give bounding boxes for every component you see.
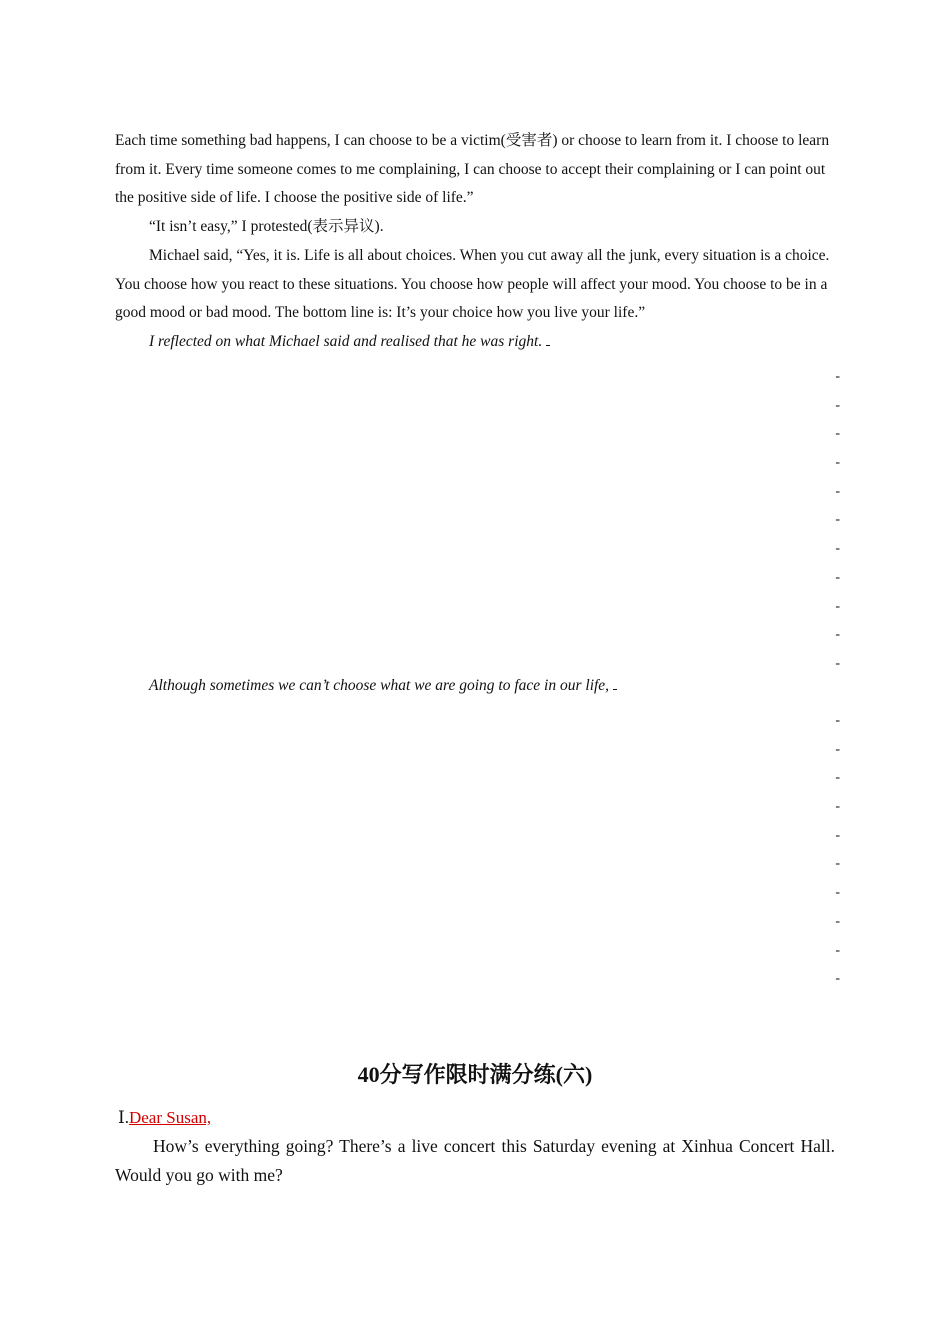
letter-body: [115, 1132, 835, 1189]
writing-line-dash: -: [835, 885, 840, 901]
writing-line-dash: -: [835, 770, 840, 786]
salutation-link[interactable]: Dear Susan,: [128, 1108, 212, 1127]
writing-line-dash: -: [835, 799, 840, 815]
writing-line-dash: -: [835, 598, 840, 614]
writing-line-dash: -: [835, 942, 840, 958]
roman-numeral: Ⅰ.: [118, 1108, 129, 1127]
writing-line-dash: -: [835, 856, 840, 872]
section-heading: [118, 1104, 211, 1132]
prompt-1-text: I reflected on what Michael said and realised that he was right.: [149, 333, 543, 350]
writing-line-dash: -: [835, 569, 840, 585]
story-paragraph-2: “It isn’t easy,” I protested(表示异议).: [149, 218, 384, 235]
writing-line-dash: -: [835, 426, 840, 442]
writing-line-dash: -: [835, 369, 840, 384]
prompt-1-blank: [546, 331, 550, 346]
prompt-2-text: Although sometimes we can’t choose what we are going to face in our life,: [149, 677, 610, 694]
writing-line-dash: -: [835, 827, 840, 843]
prompt-2-blank: [613, 675, 617, 690]
writing-lines-2: [826, 707, 840, 994]
writing-line-dash: -: [835, 483, 840, 499]
continuation-prompt-1: [115, 328, 835, 357]
writing-line-dash: -: [835, 741, 840, 757]
writing-line-dash: -: [835, 655, 840, 671]
writing-lines-1: [826, 363, 840, 679]
writing-line-dash: -: [835, 512, 840, 528]
letter-body-text: How’s everything going? There’s a live concert this Saturday evening at Xinhua Concert Hall. Would you go with me?: [115, 1136, 835, 1185]
writing-line-dash: -: [835, 913, 840, 929]
story-paragraph-1: Each time something bad happens, I can choose to be a victim(受害者) or choose to learn from it. I choose to learn from it. Every time someone comes to me complaining, I can choose to accept their complaining or I can point out the positive side of life. I choose the positive side of life.”: [115, 132, 830, 207]
writing-line-dash: -: [835, 971, 840, 987]
story-paragraph-3: Michael said, “Yes, it is. Life is all about choices. When you cut away all the junk, every situation is a choice. You choose how you react to these situations. You choose how people will affect your mood. You choose to be in a good mood or bad mood. The bottom line is: It’s your choice how you live your life.”: [115, 247, 830, 322]
writing-line-dash: -: [835, 397, 840, 413]
writing-line-dash: -: [835, 541, 840, 557]
section-title: 40分写作限时满分练(六): [357, 1062, 593, 1087]
continuation-prompt-2: [115, 672, 835, 701]
writing-line-dash: -: [835, 713, 840, 728]
writing-line-dash: -: [835, 627, 840, 643]
writing-line-dash: -: [835, 455, 840, 471]
